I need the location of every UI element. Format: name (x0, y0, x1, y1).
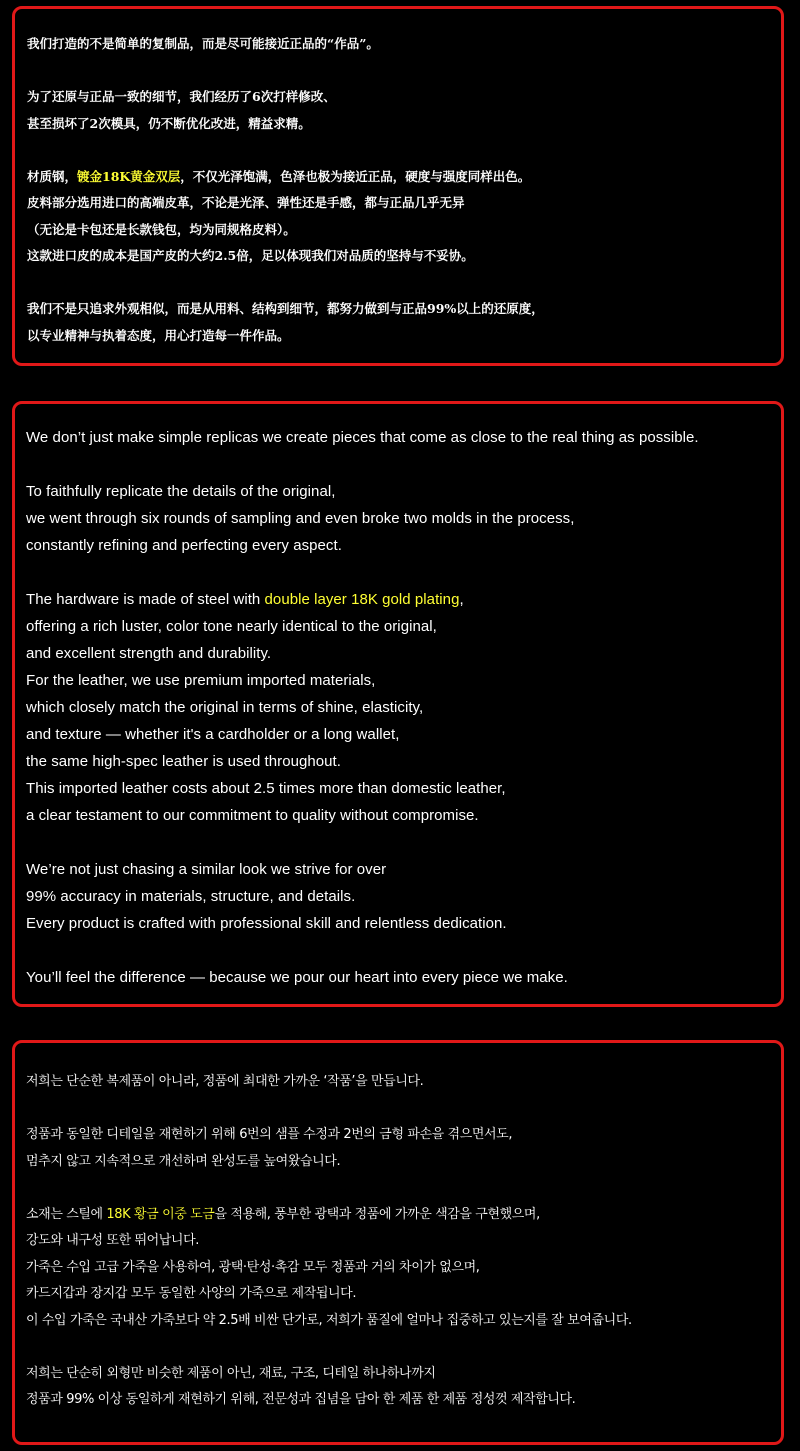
text-line: offering a rich luster, color tone nearly identical to the original, (26, 618, 437, 635)
gold-plating-highlight: 镀金18K黄金双层 (77, 168, 181, 184)
text-line: which closely match the original in terms of shine, elasticity, (26, 699, 424, 716)
korean-description-box (12, 1040, 784, 1445)
text-line: 为了还原与正品一致的细节，我们经历了6次打样修改、 (27, 89, 336, 104)
text-line: （无论是卡包还是长款钱包，均为同规格皮料）。 (27, 221, 296, 237)
text-line: 강도와 내구성 또한 뛰어납니다. (26, 1233, 199, 1248)
text-line: and excellent strength and durability. (26, 645, 272, 662)
text-line: 我们不是只追求外观相似，而是从用料、结构到细节，都努力做到与正品99%以上的还原度， (27, 301, 544, 316)
text-segment: The hardware is made of steel with (26, 591, 265, 608)
text-line: For the leather, we use premium imported materials, (26, 672, 376, 689)
text-line: We’re not just chasing a similar look we strive for over (26, 861, 387, 878)
text-line (27, 164, 781, 191)
text-line: 멈추지 않고 지속적으로 개선하며 완성도를 높여왔습니다. (26, 1153, 341, 1169)
text-line: 99% accuracy in materials, structure, and details. (26, 888, 356, 905)
text-segment: ，不仅光泽饱满，色泽也极为接近正品，硬度与强度同样出色。 (180, 168, 531, 184)
text-line: 甚至损坏了2次模具，仍不断优化改进，精益求精。 (27, 115, 311, 131)
text-line: This imported leather costs about 2.5 times more than domestic leather, (26, 780, 506, 797)
text-line: 정품과 99% 이상 동일하게 재현하기 위해, 전문성과 집념을 담아 한 제품 한 제품 정성껏 제작합니다. (26, 1392, 576, 1407)
text-line: 皮料部分选用进口的高端皮革，不论是光泽、弹性还是手感，都与正品几乎无异 (27, 195, 465, 210)
english-description-box (12, 401, 784, 1007)
text-line: and texture — whether it's a cardholder or a long wallet, (26, 726, 400, 743)
text-segment: 材质钢， (27, 168, 78, 184)
text-line: 가죽은 수입 고급 가죽을 사용하여, 광택·탄성·촉감 모두 정품과 거의 차이가 없으며, (26, 1259, 480, 1275)
text-line: 这款进口皮的成本是国产皮的大约2.5倍，足以体现我们对品质的坚持与不妥协。 (27, 248, 474, 263)
text-line: the same high-spec leather is used throughout. (26, 753, 341, 770)
text-line: we went through six rounds of sampling and even broke two molds in the process, (26, 510, 575, 527)
text-line: constantly refining and perfecting every aspect. (26, 537, 342, 554)
text-line: a clear testament to our commitment to quality without compromise. (26, 807, 479, 824)
text-segment: , (459, 591, 464, 608)
text-line: We don’t just make simple replicas we create pieces that come as close to the real thing as possible. (26, 429, 699, 446)
text-line (26, 586, 781, 613)
text-line: To faithfully replicate the details of the original, (26, 483, 336, 500)
text-line: 카드지갑과 장지갑 모두 동일한 사양의 가죽으로 제작됩니다. (26, 1286, 357, 1301)
text-line: 以专业精神与执着态度，用心打造每一件作品。 (27, 327, 290, 343)
chinese-description-box (12, 6, 784, 366)
text-line: 정품과 동일한 디테일을 재현하기 위해 6번의 샘플 수정과 2번의 금형 파손을 겪으면서도, (26, 1127, 513, 1142)
text-line: 이 수입 가죽은 국내산 가죽보다 약 2.5배 비싼 단가로, 저희가 품질에 얼마나 집중하고 있는지를 잘 보여줍니다. (26, 1312, 632, 1328)
gold-plating-highlight: 18K 황금 이중 도금 (106, 1206, 215, 1222)
text-line: You’ll feel the difference — because we pour our heart into every piece we make. (26, 969, 568, 986)
gold-plating-highlight: double layer 18K gold plating (264, 591, 460, 608)
text-segment: 소재는 스틸에 (26, 1206, 107, 1222)
text-line (26, 1202, 781, 1229)
text-line: 저희는 단순한 복제품이 아니라, 정품에 최대한 가까운 ‘작품’을 만듭니다. (26, 1074, 424, 1089)
text-line: 저희는 단순히 외형만 비슷한 제품이 아닌, 재료, 구조, 디테일 하나하나까지 (26, 1365, 436, 1381)
text-line: 我们打造的不是简单的复制品，而是尽可能接近正品的“作品”。 (27, 36, 379, 51)
text-segment: 을 적용해, 풍부한 광택과 정품에 가까운 색감을 구현했으며, (214, 1206, 540, 1222)
text-line: Every product is crafted with professional skill and relentless dedication. (26, 915, 507, 932)
